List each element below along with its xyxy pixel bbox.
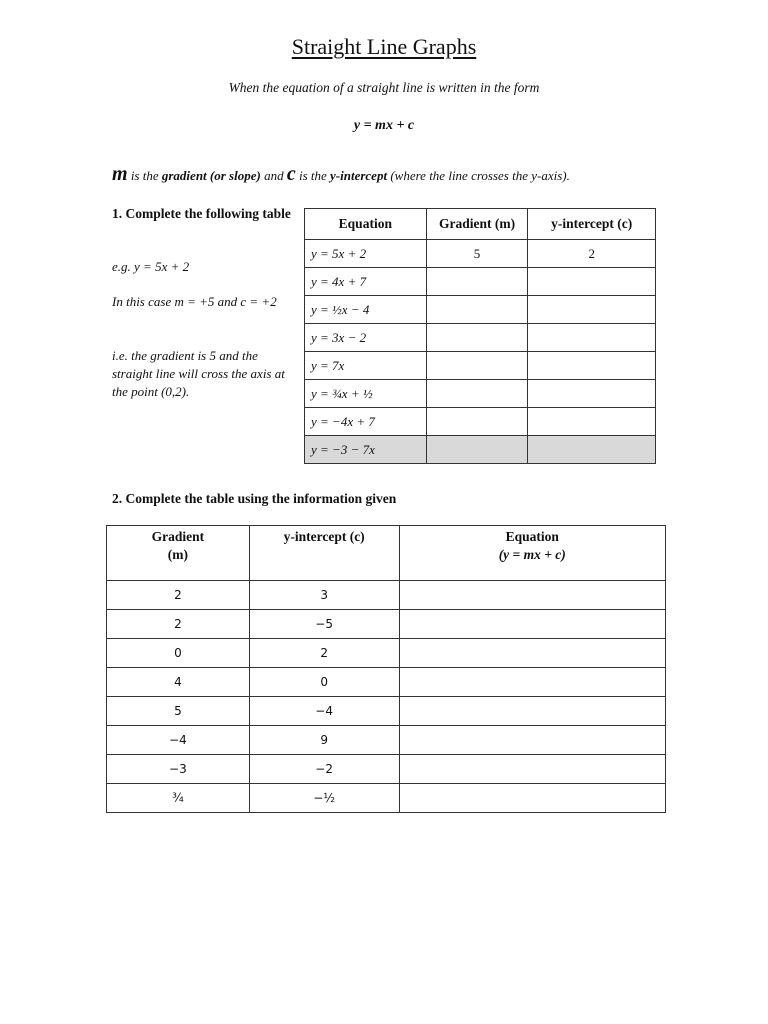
equation-cell: y = 4x + 7: [305, 268, 427, 296]
intercept-cell[interactable]: [528, 380, 656, 408]
equation-cell[interactable]: [399, 697, 665, 726]
equation-cell: y = 7x: [305, 352, 427, 380]
gradient-cell[interactable]: [426, 296, 528, 324]
equation-cell: y = ½x − 4: [305, 296, 427, 324]
intercept-cell[interactable]: [528, 436, 656, 464]
equation-cell[interactable]: [399, 581, 665, 610]
column-header: Equation: [305, 209, 427, 240]
definition-text: (where the line crosses the y-axis).: [387, 168, 570, 183]
gradient-cell: 2: [107, 581, 250, 610]
intercept-cell[interactable]: [528, 408, 656, 436]
column-header: [399, 526, 665, 581]
table-row: [305, 352, 656, 380]
gradient-header-line2: (m): [167, 547, 188, 562]
equation-cell: y = ¾x + ½: [305, 380, 427, 408]
table-row: [305, 268, 656, 296]
gradient-cell[interactable]: [426, 380, 528, 408]
equation-cell: y = −3 − 7x: [305, 436, 427, 464]
gradient-cell[interactable]: [426, 352, 528, 380]
gradient-cell[interactable]: [426, 408, 528, 436]
table-row: [107, 755, 666, 784]
intercept-cell[interactable]: [528, 296, 656, 324]
table-row: [305, 240, 656, 268]
gradient-intercept-table: [106, 525, 666, 813]
column-header: Gradient (m): [426, 209, 528, 240]
definition-text: is the: [127, 168, 162, 183]
intercept-cell[interactable]: [528, 324, 656, 352]
intercept-cell: −½: [249, 784, 399, 813]
table-row: [107, 726, 666, 755]
table-row: [305, 380, 656, 408]
intercept-cell: 9: [249, 726, 399, 755]
explanation-text: In this case m = +5 and c = +2: [112, 294, 277, 309]
column-header: [249, 526, 399, 581]
table-row: [305, 296, 656, 324]
table-row: [107, 581, 666, 610]
gradient-cell: 2: [107, 610, 250, 639]
equation-cell: y = 3x − 2: [305, 324, 427, 352]
gradient-cell[interactable]: [426, 268, 528, 296]
table-row: [107, 784, 666, 813]
equation-cell[interactable]: [399, 668, 665, 697]
equation-cell[interactable]: [399, 639, 665, 668]
equation-cell: y = −4x + 7: [305, 408, 427, 436]
gradient-cell: 4: [107, 668, 250, 697]
formula: y = mx + c: [353, 118, 415, 133]
gradient-term: gradient (or slope): [161, 168, 261, 183]
gradient-cell[interactable]: 5: [426, 240, 528, 268]
m-symbol: m: [112, 163, 128, 185]
gradient-cell: −3: [107, 755, 250, 784]
equation-table: [304, 208, 656, 464]
equation-cell[interactable]: [399, 726, 665, 755]
example-text: e.g. y = 5x + 2: [112, 259, 190, 274]
intercept-term: y-intercept: [330, 168, 388, 183]
intercept-cell[interactable]: [528, 352, 656, 380]
equation-header-line1: Equation: [505, 529, 559, 544]
intercept-cell: −5: [249, 610, 399, 639]
definition-line: [112, 163, 570, 186]
gradient-header-line1: Gradient: [151, 529, 205, 544]
column-header: y-intercept (c): [528, 209, 656, 240]
meaning-text: i.e. the gradient is 5 and the straight line will cross the axis at the point (0,2).: [112, 348, 285, 399]
table-row: [107, 610, 666, 639]
equation-cell[interactable]: [399, 610, 665, 639]
equation-cell: y = 5x + 2: [305, 240, 427, 268]
c-symbol: c: [286, 163, 296, 185]
gradient-cell: 0: [107, 639, 250, 668]
intercept-cell: 0: [249, 668, 399, 697]
gradient-cell[interactable]: [426, 324, 528, 352]
gradient-cell: 5: [107, 697, 250, 726]
intro-text: When the equation of a straight line is written in the form: [228, 80, 540, 95]
gradient-cell[interactable]: [426, 436, 528, 464]
intercept-cell[interactable]: 2: [528, 240, 656, 268]
gradient-cell: −4: [107, 726, 250, 755]
intercept-cell[interactable]: [528, 268, 656, 296]
table-row: [107, 639, 666, 668]
question2-heading: 2. Complete the table using the information given: [112, 491, 397, 506]
definition-text: and: [260, 168, 287, 183]
equation-cell[interactable]: [399, 755, 665, 784]
intercept-header: y-intercept (c): [283, 529, 365, 544]
page-title: Straight Line Graphs: [291, 34, 477, 59]
column-header: [107, 526, 250, 581]
gradient-cell: ¾: [107, 784, 250, 813]
intercept-cell: 2: [249, 639, 399, 668]
question1-heading: 1. Complete the following table: [112, 206, 291, 221]
equation-header-line2: (y = mx + c): [498, 547, 566, 562]
intercept-cell: 3: [249, 581, 399, 610]
intercept-cell: −2: [249, 755, 399, 784]
intercept-cell: −4: [249, 697, 399, 726]
definition-text: is the: [295, 168, 331, 183]
table-row: [305, 324, 656, 352]
table-row: [305, 436, 656, 464]
table-row: [107, 668, 666, 697]
table-row: [107, 697, 666, 726]
table-row: [305, 408, 656, 436]
equation-cell[interactable]: [399, 784, 665, 813]
